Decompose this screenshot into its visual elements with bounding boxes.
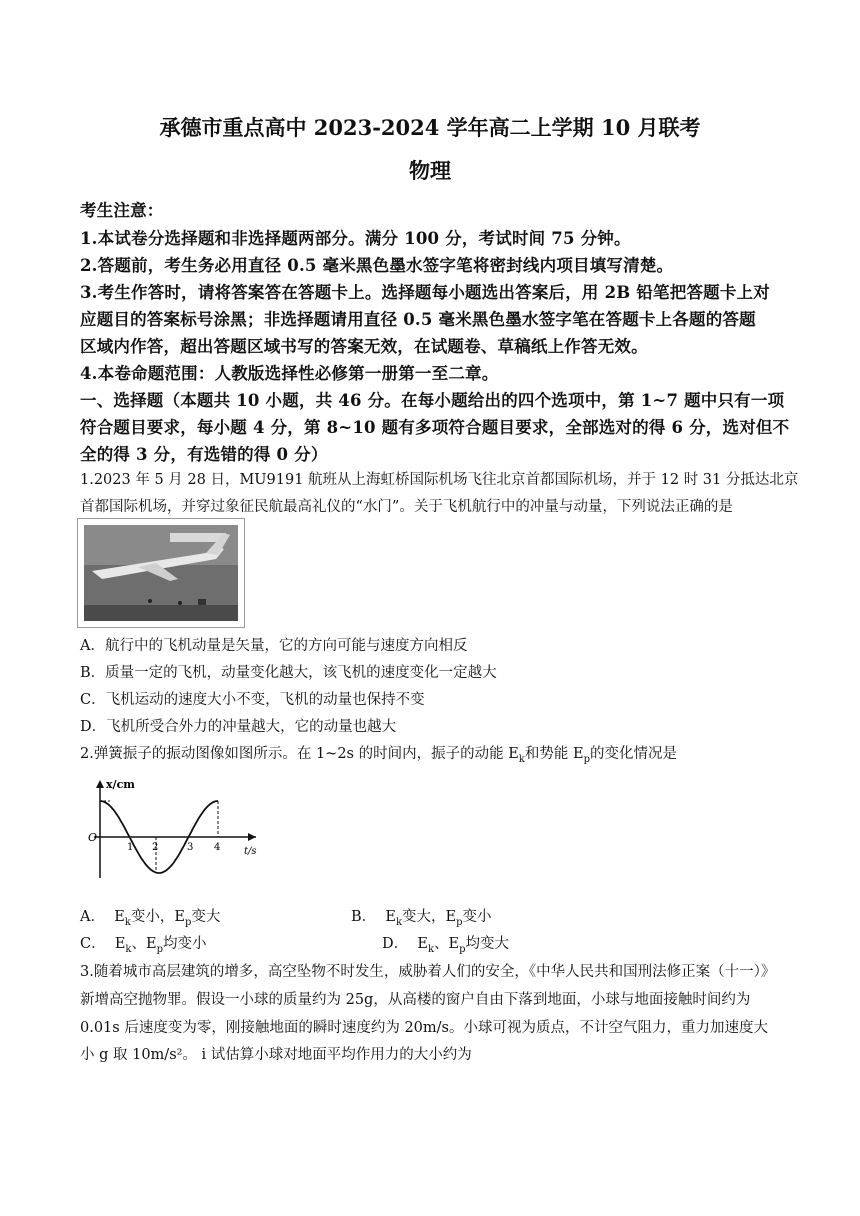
q1-option-a: A．航行中的飞机动量是矢量，它的方向可能与速度方向相反 [80,638,468,654]
oscillation-graph [84,774,270,886]
q3-stem: 0.01s 后速度变为零，刚接触地面的瞬时速度约为 20m/s。小球可视为质点，不计空气阻力，重力加速度大 [80,1020,768,1036]
section-heading: 一、选择题（本题共 10 小题，共 46 分。在每小题给出的四个选项中，第 1~7 题中只有一项 [80,391,785,410]
notice-heading: 考生注意： [80,201,164,220]
notice-line: 应题目的答案标号涂黑；非选择题请用直径 0.5 毫米黑色墨水签字笔在答题卡上各题的答题 [80,310,756,329]
q1-option-c: C．飞机运动的速度大小不变，飞机的动量也保持不变 [80,692,425,708]
q1-option-d: D．飞机所受合外力的冲量越大，它的动量也越大 [80,719,397,735]
section-heading: 符合题目要求，每小题 4 分，第 8~10 题有多项符合题目要求，全部选对的得 6 分，选对但不 [80,418,790,437]
q2-option-b: B． $E_k$变大，$E_p$变小 [351,909,492,928]
y-axis-label: x/cm [106,778,135,791]
q1-stem: 首都国际机场，并穿过象征民航最高礼仪的“水门”。关于飞机航行中的冲量与动量，下列说法正确的是 [80,499,733,515]
origin-label: O [88,831,98,844]
subject-title: 物理 [409,158,451,183]
notice-line: 3.考生作答时，请将答案答在答题卡上。选择题每小题选出答案后，用 2B 铅笔把答题卡上对 [80,283,770,302]
q3-stem: 小 g 取 10m/s²。 i 试估算小球对地面平均作用力的大小约为 [80,1047,472,1063]
tick-label: 1 [127,842,134,853]
q2-option-a: A． $E_k$变小，$E_p$变大 [80,909,221,928]
notice-line: 1.本试卷分选择题和非选择题两部分。满分 100 分，考试时间 75 分钟。 [80,229,631,248]
x-axis-label: t/s [244,846,257,857]
q2-option-d: D． $E_k$、$E_p$均变大 [382,936,510,955]
q1-option-b: B．质量一定的飞机，动量变化越大，该飞机的速度变化一定越大 [80,665,497,681]
section-heading: 全的得 3 分，有选错的得 0 分） [80,445,328,464]
q2-stem: 2.弹簧振子的振动图像如图所示。在 1~2s 的时间内，振子的动能 $E_k$和势能 $E_p$的变化情况是 [80,746,677,765]
q3-stem: 新增高空抛物罪。假设一小球的质量约为 25g，从高楼的窗户自由下落到地面，小球与地面接触时间约为 [80,992,751,1008]
airplane-photo [77,518,245,628]
q3-stem: 3.随着城市高层建筑的增多，高空坠物不时发生，威胁着人们的安全，《中华人民共和国刑法修正案（十一）》 [80,964,776,980]
notice-line: 2.答题前，考生务必用直径 0.5 毫米黑色墨水签字笔将密封线内项目填写清楚。 [80,256,674,275]
notice-line: 区域内作答，超出答题区域书写的答案无效，在试题卷、草稿纸上作答无效。 [80,337,648,356]
exam-title: 承德市重点高中 2023-2024 学年高二上学期 10 月联考 [159,115,701,140]
q2-option-c: C． $E_k$、$E_p$均变小 [80,936,207,955]
notice-line: 4.本卷命题范围：人教版选择性必修第一册第一至二章。 [80,364,499,383]
tick-label: 3 [187,842,194,853]
tick-label: 2 [152,842,159,853]
q1-stem: 1.2023 年 5 月 28 日，MU9191 航班从上海虹桥国际机场飞往北京首都国际机场，并于 12 时 31 分抵达北京 [80,472,799,488]
tick-label: 4 [214,842,221,853]
